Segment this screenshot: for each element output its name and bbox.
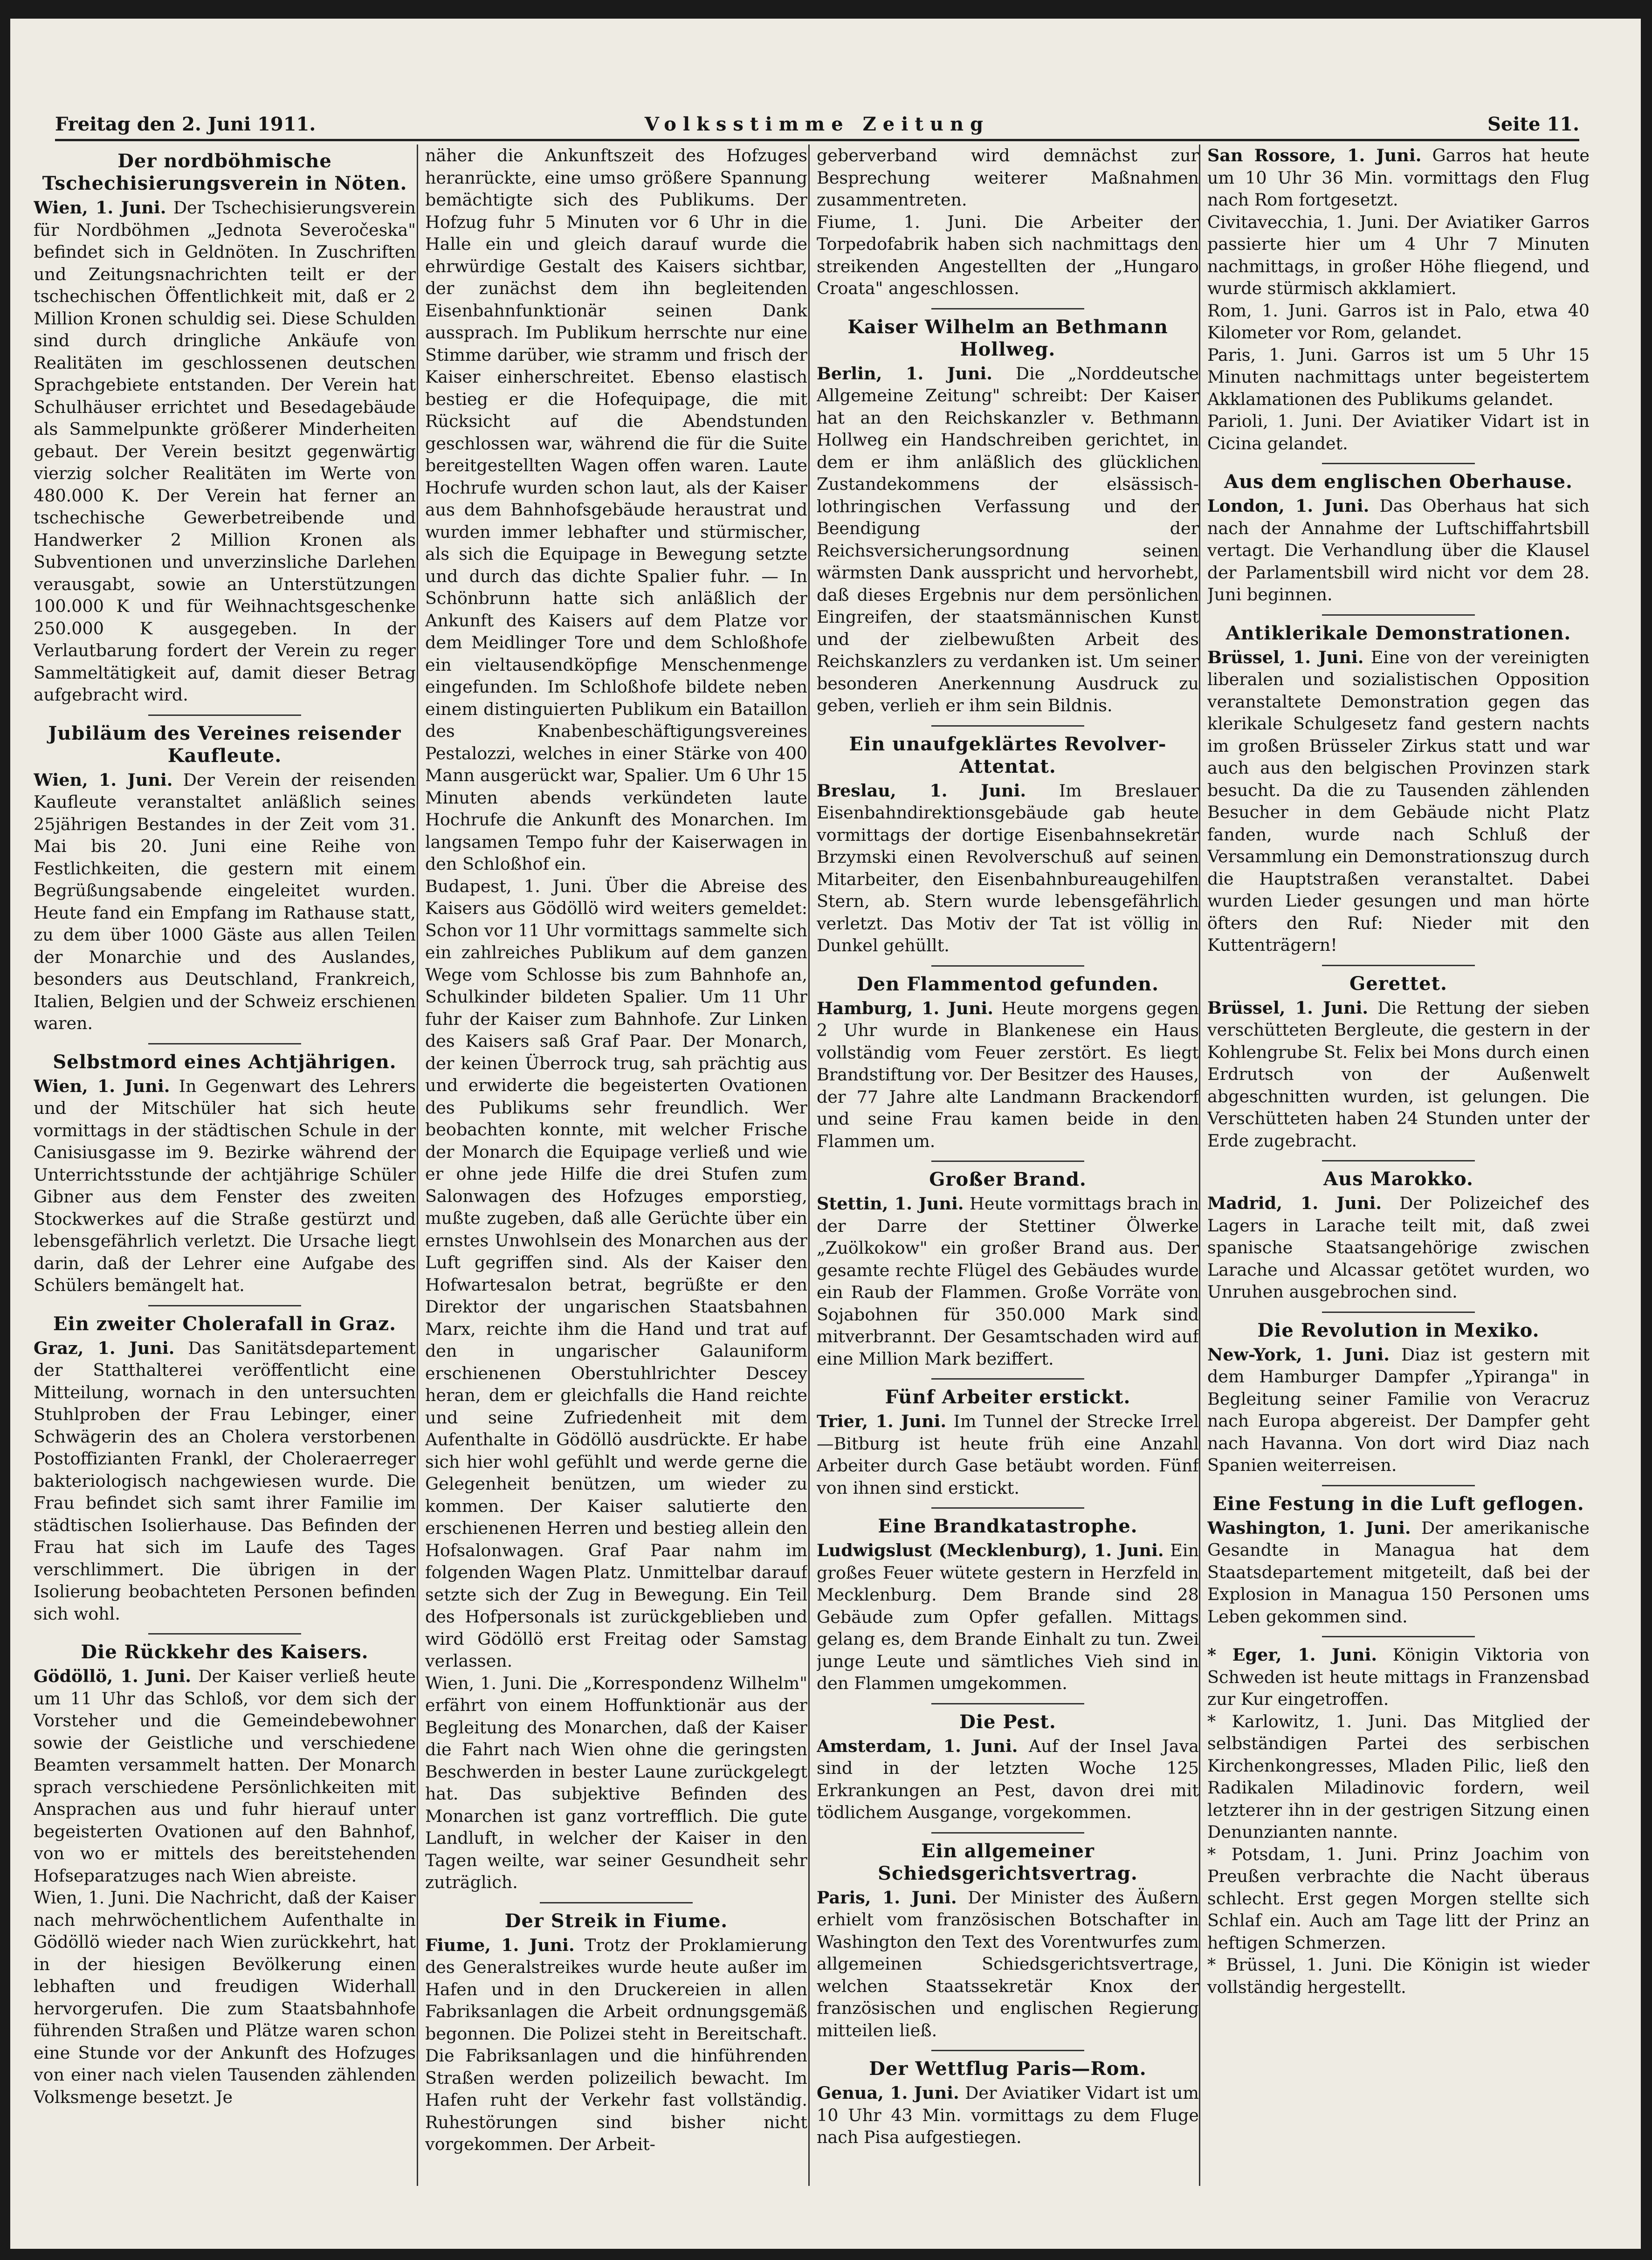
article-dateline: Genua, 1. Juni. — [817, 2083, 959, 2103]
news-article — [34, 1313, 416, 1625]
article-body — [1207, 1644, 1590, 1710]
article-dateline: Wien, 1. Juni. — [34, 1076, 170, 1096]
article-text: Eine von der vereinigten liberalen und sozialistischen Opposition veranstaltete Demonstration gegen das klerikale Schulgesetz fand gestern nachts im großen Brüsseler Zirkus statt und war auch aus den belgischen Provinzen stark besucht. Da die zu Tausenden zählenden Besucher in dem Gebäude nicht Platz fanden, wurde nach Schluß der Versammlung ein Demonstrationszug durch die Hauptstraßen veranstaltet. Dabei wurden Lieder gesungen und man hörte öfters den Ruf: Nieder mit den Kuttenträgern! — [1207, 647, 1590, 955]
article-body — [34, 1337, 416, 1625]
article-body — [817, 1735, 1199, 1824]
article-separator — [931, 1378, 1084, 1380]
article-body — [1207, 144, 1590, 211]
article-body — [817, 1410, 1199, 1499]
article-text: Der Verein der reisenden Kaufleute veranstaltet anläßlich seines 25jährigen Bestandes in der Zeit vom 31. Mai bis 20. Juni eine Reihe von Festlichkeiten, die gestern mit einem Begrüßungsabende eingeleitet wurden. Heute fand ein Empfang im Rathause statt, zu dem über 1000 Gäste aus allen Teilen der Monarchie und des Auslandes, besonders aus Deutschland, Frankreich, Italien, Belgien und der Schweiz erschienen waren. — [34, 769, 416, 1033]
article-dateline: Graz, 1. Juni. — [34, 1338, 175, 1358]
news-article — [817, 1386, 1199, 1499]
article-dateline: Fiume, 1. Juni. — [425, 1935, 575, 1955]
article-text: Ein großes Feuer wütete gestern in Herzfeld in Mecklenburg. Dem Brande sind 28 Gebäude zum Opfer gefallen. Mittags gelang es, dem Brande Einhalt zu tun. Zwei junge Leute und sämtliches Vieh sind in den Flammen umgekommen. — [817, 1540, 1199, 1693]
article-headline: Antiklerikale Demonstrationen. — [1225, 622, 1571, 644]
news-article — [817, 1840, 1199, 2042]
article-headline: Fünf Arbeiter erstickt. — [885, 1386, 1131, 1408]
article-separator — [148, 1043, 301, 1044]
news-article — [425, 144, 807, 1894]
article-headline: Jubiläum des Vereines reisender Kaufleute. — [48, 722, 401, 767]
article-body — [817, 144, 1199, 211]
article-body — [34, 769, 416, 1035]
article-body — [817, 1193, 1199, 1370]
article-headline: Die Revolution in Mexiko. — [1257, 1319, 1540, 1341]
article-separator — [1322, 1485, 1475, 1486]
article-headline: Ein unaufgeklärtes Revolver-Attentat. — [849, 733, 1167, 777]
news-article — [817, 144, 1199, 300]
article-body — [1207, 1192, 1590, 1303]
article-headline: Der Streik in Fiume. — [504, 1910, 728, 1932]
article-text: Das Oberhaus hat sich nach der Annahme der Luftschiffahrtsbill vertagt. Die Verhandlung über die Klausel der Parlamentsbill wird nicht vor dem 28. Juni beginnen. — [1207, 496, 1590, 604]
news-article — [34, 722, 416, 1035]
article-headline: Die Pest. — [959, 1710, 1056, 1733]
article-dateline: Wien, 1. Juni. — [34, 198, 166, 218]
news-article — [817, 733, 1199, 957]
news-article — [817, 316, 1199, 717]
article-dateline: Ludwigslust (Mecklenburg), 1. Juni. — [817, 1540, 1164, 1560]
news-article — [1207, 144, 1590, 454]
article-separator — [148, 1633, 301, 1635]
article-paragraph: Budapest, 1. Juni. Über die Abreise des Kaisers aus Gödöllö wird weiters gemeldet: Schon vor 11 Uhr vormittags sammelte sich ein zahlreiches Publikum auf dem ganzen Wege vom Schlosse bis zum Bahnhofe an, Schulkinder bildeten Spalier. Um 11 Uhr fuhr der Kaiser zum Bahnhofe. Zur Linken des Kaisers saß Graf Paar. Der Monarch, der keinen Überrock trug, sah prächtig aus und erwiderte die begeisterten Ovationen des Publikums sehr freundlich. Wer beobachten konnte, mit welcher Frische der Monarch die Equipage verließ und wie er ohne jede Hilfe die drei Stufen zum Salonwagen des Hofzuges emporstieg, mußte zugeben, daß alle Gerüchte über ein ernstes Unwohlsein des Monarchen aus der Luft gegriffen sind. Als der Kaiser den Hofwartesalon betrat, begrüßte er den Direktor der ungarischen Staatsbahnen Marx, reichte ihm die Hand und trat auf den in ungarischer Galauniform erschienenen Oberstuhlrichter Descey heran, dem er gleichfalls die Hand reichte und seine Zufriedenheit mit dem Aufenthalte in Gödöllö ausdrückte. Er habe sich hier wohl gefühlt und werde gerne die Gelegenheit benützen, um wieder zu kommen. Der Kaiser salutierte den erschienenen Herren und bestieg allein den Hofsalonwagen. Graf Paar nahm im folgenden Wagen Platz. Unmittelbar darauf setzte sich der Zug in Bewegung. Ein Teil des Hofpersonals ist zurückgeblieben und wird Gödöllö erst Freitag oder Samstag verlassen. — [425, 876, 807, 1671]
article-body — [1207, 646, 1590, 956]
article-body — [817, 2082, 1199, 2149]
column-2 — [425, 144, 807, 2186]
news-article — [1207, 1493, 1590, 1628]
article-body — [1207, 1344, 1590, 1477]
article-paragraph: Rom, 1. Juni. Garros ist in Palo, etwa 40 Kilometer vor Rom, gelandet. — [1207, 300, 1590, 343]
article-separator — [1322, 965, 1475, 966]
article-separator — [1322, 614, 1475, 616]
article-paragraph: Parioli, 1. Juni. Der Aviatiker Vidart ist in Cicina gelandet. — [1207, 411, 1590, 453]
article-text: Die „Norddeutsche Allgemeine Zeitung" schreibt: Der Kaiser hat an den Reichskanzler v. Bethmann Hollweg ein Handschreiben gerichtet, in dem er ihm anläßlich des glücklichen Zustandekommens der elsässisch-lothringischen Verfassung und der Beendigung der Reichsversicherungsordnung seinen wärmsten Dank ausspricht und hervorhebt, daß dieses Ergebnis nur dem persönlichen Eingreifen, der staatsmännischen Kunst und der zielbewußten Arbeit des Reichskanzlers zu verdanken ist. Um seiner besonderen Anerkennung Ausdruck zu geben, verlieh er ihm sein Bildnis. — [817, 363, 1199, 715]
article-dateline: Amsterdam, 1. Juni. — [817, 1736, 1018, 1756]
article-headline: Den Flammentod gefunden. — [856, 973, 1159, 995]
article-text: Trotz der Proklamierung des Generalstreikes wurde heute außer im Hafen und in den Druckereien in allen Fabriksanlagen die Arbeit ordnungsgemäß begonnen. Die Polizei steht in Bereitschaft. Die Fabriksanlagen und die hinführenden Straßen werden polizeilich bewacht. Im Hafen ruht der Verkehr fast vollständig. Ruhestörungen sind bisher nicht vorgekommen. Der Arbeit- — [425, 1935, 807, 2154]
article-text: Der amerikanische Gesandte in Managua hat dem Staatsdepartement mitgeteilt, daß bei der Explosion in Managua 150 Personen ums Leben gekommen sind. — [1207, 1518, 1590, 1627]
newspaper-page — [10, 19, 1641, 2249]
article-dateline: Gödöllö, 1. Juni. — [34, 1666, 192, 1686]
column-1 — [34, 144, 416, 2186]
column-rule — [417, 144, 418, 2186]
article-separator — [931, 2050, 1084, 2051]
news-article — [34, 150, 416, 706]
article-separator — [1322, 1160, 1475, 1161]
article-text: Diaz ist gestern mit dem Hamburger Dampfer „Ypiranga" in Begleitung seiner Familie von Veracruz nach Europa abgereist. Der Dampfer geht nach Havanna. Von dort wird Diaz nach Spanien weiterreisen. — [1207, 1344, 1590, 1475]
article-dateline: San Rossore, 1. Juni. — [1207, 145, 1422, 165]
article-text: In Gegenwart des Lehrers und der Mitschüler hat sich heute vormittags in der städtischen Schule in der Canisiusgasse im 9. Bezirke während der Unterrichtsstunde der achtjährige Schüler Gibner aus dem Fenster des zweiten Stockwerkes auf die Straße gestürzt und lebensgefährlich verletzt. Die Ursache liegt darin, daß der Lehrer eine Aufgabe des Schülers bemängelt hat. — [34, 1076, 416, 1295]
article-text: Der Tschechisierungsverein für Nordböhmen „Jednota Severočeska" befindet sich in Geldnöten. In Zuschriften und Zeitungsnachrichten teilt er der tschechischen Öffentlichkeit mit, daß er 2 Million Kronen schuldig sei. Diese Schulden sind durch dringliche Ankäufe von Realitäten im geschlossenen deutschen Sprachgebiete entstanden. Der Verein hat Schulhäuser errichtet und Besedagebäude als Sammelpunkte größerer Minderheiten gebaut. Der Verein besitzt gegenwärtig vierzig solcher Realitäten im Werte von 480.000 K. Der Verein hat ferner an tschechische Gewerbetreibende und Handwerker 2 Million Kronen als Subventionen und unverzinsliche Darlehen verausgabt, sowie an Unterstützungen 100.000 K und für Weihnachtsgeschenke 250.000 K ausgegeben. In der Verlautbarung fordert der Verein zu reger Sammeltätigkeit auf, damit dieser Betrag aufgebracht wird. — [34, 198, 416, 705]
article-separator — [1322, 1312, 1475, 1313]
newspaper-title: Volksstimme Zeitung — [644, 113, 990, 135]
article-paragraph: * Potsdam, 1. Juni. Prinz Joachim von Preußen verbrachte die Nacht überaus schlecht. Erst gegen Morgen stellte sich Schlaf ein. Auch am Tage litt der Prinz an heftigen Schmerzen. — [1207, 1844, 1590, 1953]
column-rule — [808, 144, 810, 2186]
article-text: Der Minister des Äußern erhielt vom französischen Botschafter in Washington den Text des Vorentwurfes zum allgemeinen Schiedsgerichtsvertrage, welchen Staatssekretär Knox der französischen und englischen Regierung mitteilen ließ. — [817, 1887, 1199, 2040]
article-separator — [1322, 463, 1475, 464]
article-body — [425, 144, 807, 875]
article-headline: Kaiser Wilhelm an Bethmann Hollweg. — [847, 316, 1168, 360]
article-paragraph: * Karlowitz, 1. Juni. Das Mitglied der selbständigen Partei des serbischen Kirchenkongresses, Mladen Pilic, ließ den Radikalen Miladinovic fordern, weil letzterer ihn in der gestrigen Sitzung einen Denunzianten nannte. — [1207, 1711, 1590, 1842]
article-headline: Eine Brandkatastrophe. — [878, 1515, 1138, 1537]
news-article — [817, 1168, 1199, 1370]
article-headline: Der nordböhmische Tschechisierungsverein in Nöten. — [42, 150, 407, 194]
article-dateline: Brüssel, 1. Juni. — [1207, 647, 1364, 667]
article-separator — [931, 965, 1084, 967]
news-article — [1207, 622, 1590, 956]
article-body — [425, 1934, 807, 2156]
column-3 — [817, 144, 1199, 2186]
article-separator — [148, 714, 301, 716]
news-article — [817, 1515, 1199, 1695]
news-article — [817, 1711, 1199, 1824]
article-paragraph: Wien, 1. Juni. Die „Korrespondenz Wilhelm" erfährt von einem Hoffunktionär aus der Begleitung des Monarchen, daß der Kaiser die Fahrt nach Wien ohne die geringsten Beschwerden in bester Laune zurückgelegt hat. Das subjektive Befinden des Monarchen ist ganz vortrefflich. Die gute Landluft, in welcher der Kaiser in den Tagen weilte, war seiner Gesundheit sehr zuträglich. — [425, 1673, 807, 1892]
article-dateline: Stettin, 1. Juni. — [817, 1194, 964, 1214]
article-dateline: Washington, 1. Juni. — [1207, 1518, 1411, 1538]
article-body — [1207, 495, 1590, 606]
page-number: Seite 11. — [1487, 113, 1579, 135]
column-rule — [1199, 144, 1200, 2186]
article-separator — [931, 1161, 1084, 1162]
article-headline: Aus dem englischen Oberhause. — [1224, 471, 1573, 493]
article-dateline: * Eger, 1. Juni. — [1207, 1645, 1377, 1665]
article-headline: Der Wettflug Paris—Rom. — [869, 2058, 1147, 2080]
article-text: Der Aviatiker Vidart ist um 10 Uhr 43 Min. vormittags zu dem Fluge nach Pisa aufgestiegen. — [817, 2083, 1199, 2147]
article-headline: Eine Festung in die Luft geflogen. — [1212, 1492, 1584, 1515]
news-article — [817, 973, 1199, 1153]
news-article — [1207, 1168, 1590, 1303]
news-article — [1207, 471, 1590, 606]
article-headline: Großer Brand. — [929, 1168, 1087, 1190]
article-separator — [931, 1703, 1084, 1704]
article-headline: Gerettet. — [1349, 972, 1447, 995]
article-body — [817, 1539, 1199, 1695]
article-dateline: London, 1. Juni. — [1207, 496, 1370, 516]
news-article — [1207, 973, 1590, 1152]
article-dateline: Breslau, 1. Juni. — [817, 780, 1026, 801]
article-separator — [931, 725, 1084, 727]
article-text: Heute morgens gegen 2 Uhr wurde in Blankenese ein Haus vollständig vom Feuer zerstört. Es liegt Brandstiftung vor. Der Besitzer des Hauses, der 77 Jahre alte Landmann Brackendorf und seine Frau kamen beide in den Flammen um. — [817, 998, 1199, 1151]
article-dateline: Brüssel, 1. Juni. — [1207, 997, 1369, 1018]
article-body — [817, 1887, 1199, 2042]
article-text: Auf der Insel Java sind in der letzten Woche 125 Erkrankungen an Pest, davon drei mit tödlichem Ausgange, vorgekommen. — [817, 1736, 1199, 1822]
article-text: geberverband wird demnächst zur Besprechung weiterer Maßnahmen zusammentreten. — [817, 145, 1199, 210]
article-text: Der Polizeichef des Lagers in Larache teilt mit, daß zwei spanische Staatsangehörige zwischen Larache und Alcassar getötet wurden, wo Unruhen ausgebrochen sind. — [1207, 1193, 1590, 1302]
article-body — [34, 1075, 416, 1297]
article-headline: Aus Marokko. — [1323, 1168, 1473, 1190]
article-separator — [931, 1507, 1084, 1509]
article-text: Garros hat heute um 10 Uhr 36 Min. vormittags den Flug nach Rom fortgesetzt. — [1207, 145, 1590, 210]
news-article — [1207, 1319, 1590, 1477]
page-header — [55, 106, 1579, 141]
news-article — [1207, 1644, 1590, 1998]
news-article — [34, 1641, 416, 2108]
article-body — [1207, 997, 1590, 1152]
article-text: Der Kaiser verließ heute um 11 Uhr das Schloß, vor dem sich der Vorsteher und die Gemeindebewohner sowie der Geistliche und verschiedene Beamten versammelt hatten. Der Monarch sprach verschiedene Persönlichkeiten mit Ansprachen aus und fuhr hierauf unter begeisterten Ovationen auf den Bahnhof, von wo er mittels des bereitstehenden Hofseparatzuges nach Wien abreiste. — [34, 1666, 416, 1886]
article-dateline: Paris, 1. Juni. — [817, 1887, 957, 1908]
news-article — [425, 1910, 807, 2156]
article-dateline: Wien, 1. Juni. — [34, 769, 173, 790]
article-text: Im Breslauer Eisenbahndirektionsgebäude gab heute vormittags der dortige Eisenbahnsekretär Brzymski einen Revolverschuß auf seinen Mitarbeiter, den Eisenbahnbureaugehilfen Stern, ab. Stern wurde lebensgefährlich verletzt. Das Motiv der Tat ist völlig in Dunkel gehüllt. — [817, 780, 1199, 955]
article-body — [817, 363, 1199, 717]
article-text: näher die Ankunftszeit des Hofzuges heranrückte, eine umso größere Spannung bemächtigte sich des Publikums. Der Hofzug fuhr 5 Minuten vor 6 Uhr in die Halle ein und gleich darauf wurde die ehrwürdige Gestalt des Kaisers sichtbar, der zunächst dem ihn begleitenden Eisenbahnfunktionär seinen Dank aussprach. Im Publikum herrschte nur eine Stimme darüber, wie stramm und frisch der Kaiser einherschreitet. Ebenso elastisch bestieg er die Hofequipage, die mit Rücksicht auf die Abendstunden geschlossen war, während die für die Suite bereitgestellten Wagen offen waren. Laute Hochrufe wurden schon laut, als der Kaiser aus dem Bahnhofsgebäude heraustrat und wurden immer lebhafter und stürmischer, als sich die Equipage in Bewegung setzte und durch das dichte Spalier fuhr. — In Schönbrunn hatte sich anläßlich der Ankunft des Kaisers auf dem Platze vor dem Meidlinger Tore und dem Schloßhofe ein vieltausendköpfige Menschenmenge eingefunden. Im Schloßhofe bildete neben einem distinguierten Publikum ein Bataillon des Knabenbeschäftigungsvereines Pestalozzi, welches in einer Stärke von 400 Mann ausgerückt war, Spalier. Um 6 Uhr 15 Minuten abends verkündeten laute Hochrufe die Ankunft des Monarchen. Im langsamen Tempo fuhr der Kaiserwagen in den Schloßhof ein. — [425, 145, 807, 874]
article-text: Königin Viktoria von Schweden ist heute mittags in Franzensbad zur Kur eingetroffen. — [1207, 1645, 1590, 1709]
article-body — [817, 780, 1199, 957]
article-headline: Die Rückkehr des Kaisers. — [81, 1641, 369, 1663]
article-dateline: Hamburg, 1. Juni. — [817, 998, 993, 1018]
article-body — [34, 197, 416, 706]
article-dateline: Madrid, 1. Juni. — [1207, 1193, 1382, 1213]
article-headline: Ein allgemeiner Schiedsgerichtsvertrag. — [878, 1840, 1138, 1884]
column-4 — [1207, 144, 1590, 2186]
article-dateline: New-York, 1. Juni. — [1207, 1344, 1390, 1365]
article-separator — [931, 308, 1084, 309]
article-paragraph: Paris, 1. Juni. Garros ist um 5 Uhr 15 Minuten nachmittags unter begeistertem Akklamationen des Publikums gelandet. — [1207, 344, 1590, 409]
article-paragraph: * Brüssel, 1. Juni. Die Königin ist wieder vollständig hergestellt. — [1207, 1955, 1590, 1997]
article-paragraph: Wien, 1. Juni. Die Nachricht, daß der Kaiser nach mehrwöchentlichem Aufenthalte in Gödöllö wieder nach Wien zurückkehrt, hat in der hiesigen Bevölkerung einen lebhaften und freudigen Widerhall hervorgerufen. Die zum Staatsbahnhofe führenden Straßen und Plätze waren schon eine Stunde vor der Ankunft des Hofzuges von einer nach vielen Tausenden zählenden Volksmenge besetzt. Je — [34, 1888, 416, 2107]
article-text: Heute vormittags brach in der Darre der Stettiner Ölwerke „Zuölkokow" ein großer Brand aus. Der gesamte rechte Flügel des Gebäudes wurde ein Raub der Flammen. Große Vorräte von Sojabohnen für 350.000 Mark sind mitverbrannt. Der Gesamtschaden wird auf eine Million Mark beziffert. — [817, 1194, 1199, 1369]
article-text: Die Rettung der sieben verschütteten Bergleute, die gestern in der Kohlengrube St. Felix bei Mons durch einen Erdrutsch von der Außenwelt abgeschnitten wurden, ist gelungen. Die Verschütteten haben 24 Stunden unter der Erde zugebracht. — [1207, 997, 1590, 1151]
news-article — [817, 2058, 1199, 2149]
article-headline: Ein zweiter Cholerafall in Graz. — [53, 1312, 397, 1335]
news-article — [34, 1051, 416, 1297]
header-date: Freitag den 2. Juni 1911. — [55, 113, 316, 135]
article-separator — [1322, 1636, 1475, 1637]
article-dateline: Berlin, 1. Juni. — [817, 363, 992, 384]
article-separator — [540, 1902, 693, 1903]
article-body — [817, 997, 1199, 1153]
article-paragraph: Fiume, 1. Juni. Die Arbeiter der Torpedofabrik haben sich nachmittags den streikenden Angestellten der „Hungaro Croata" angeschlossen. — [817, 212, 1199, 298]
article-paragraph: Civitavecchia, 1. Juni. Der Aviatiker Garros passierte hier um 4 Uhr 7 Minuten nachmittags, in großer Höhe fliegend, und wurde stürmisch akklamiert. — [1207, 212, 1590, 298]
article-text: Im Tunnel der Strecke Irrel—Bitburg ist heute früh eine Anzahl Arbeiter durch Gase betäubt worden. Fünf von ihnen sind erstickt. — [817, 1411, 1199, 1498]
article-body — [34, 1665, 416, 1887]
article-body — [1207, 1517, 1590, 1628]
article-dateline: Trier, 1. Juni. — [817, 1411, 947, 1431]
article-separator — [931, 1832, 1084, 1834]
article-text: Das Sanitätsdepartement der Statthalterei veröffentlicht eine Mitteilung, wornach in den untersuchten Stuhlproben der Frau Lebinger, einer Schwägerin des an Cholera verstorbenen Postoffizianten Frankl, der Choleraerreger bakteriologisch nachgewiesen wurde. Die Frau befindet sich samt ihrer Familie im städtischen Isolierhause. Das Befinden der Frau hat sich im Laufe des Tages verschlimmert. Die übrigen in der Isolierung beobachteten Personen befinden sich wohl. — [34, 1338, 416, 1624]
article-headline: Selbstmord eines Achtjährigen. — [53, 1051, 397, 1073]
article-separator — [148, 1305, 301, 1306]
